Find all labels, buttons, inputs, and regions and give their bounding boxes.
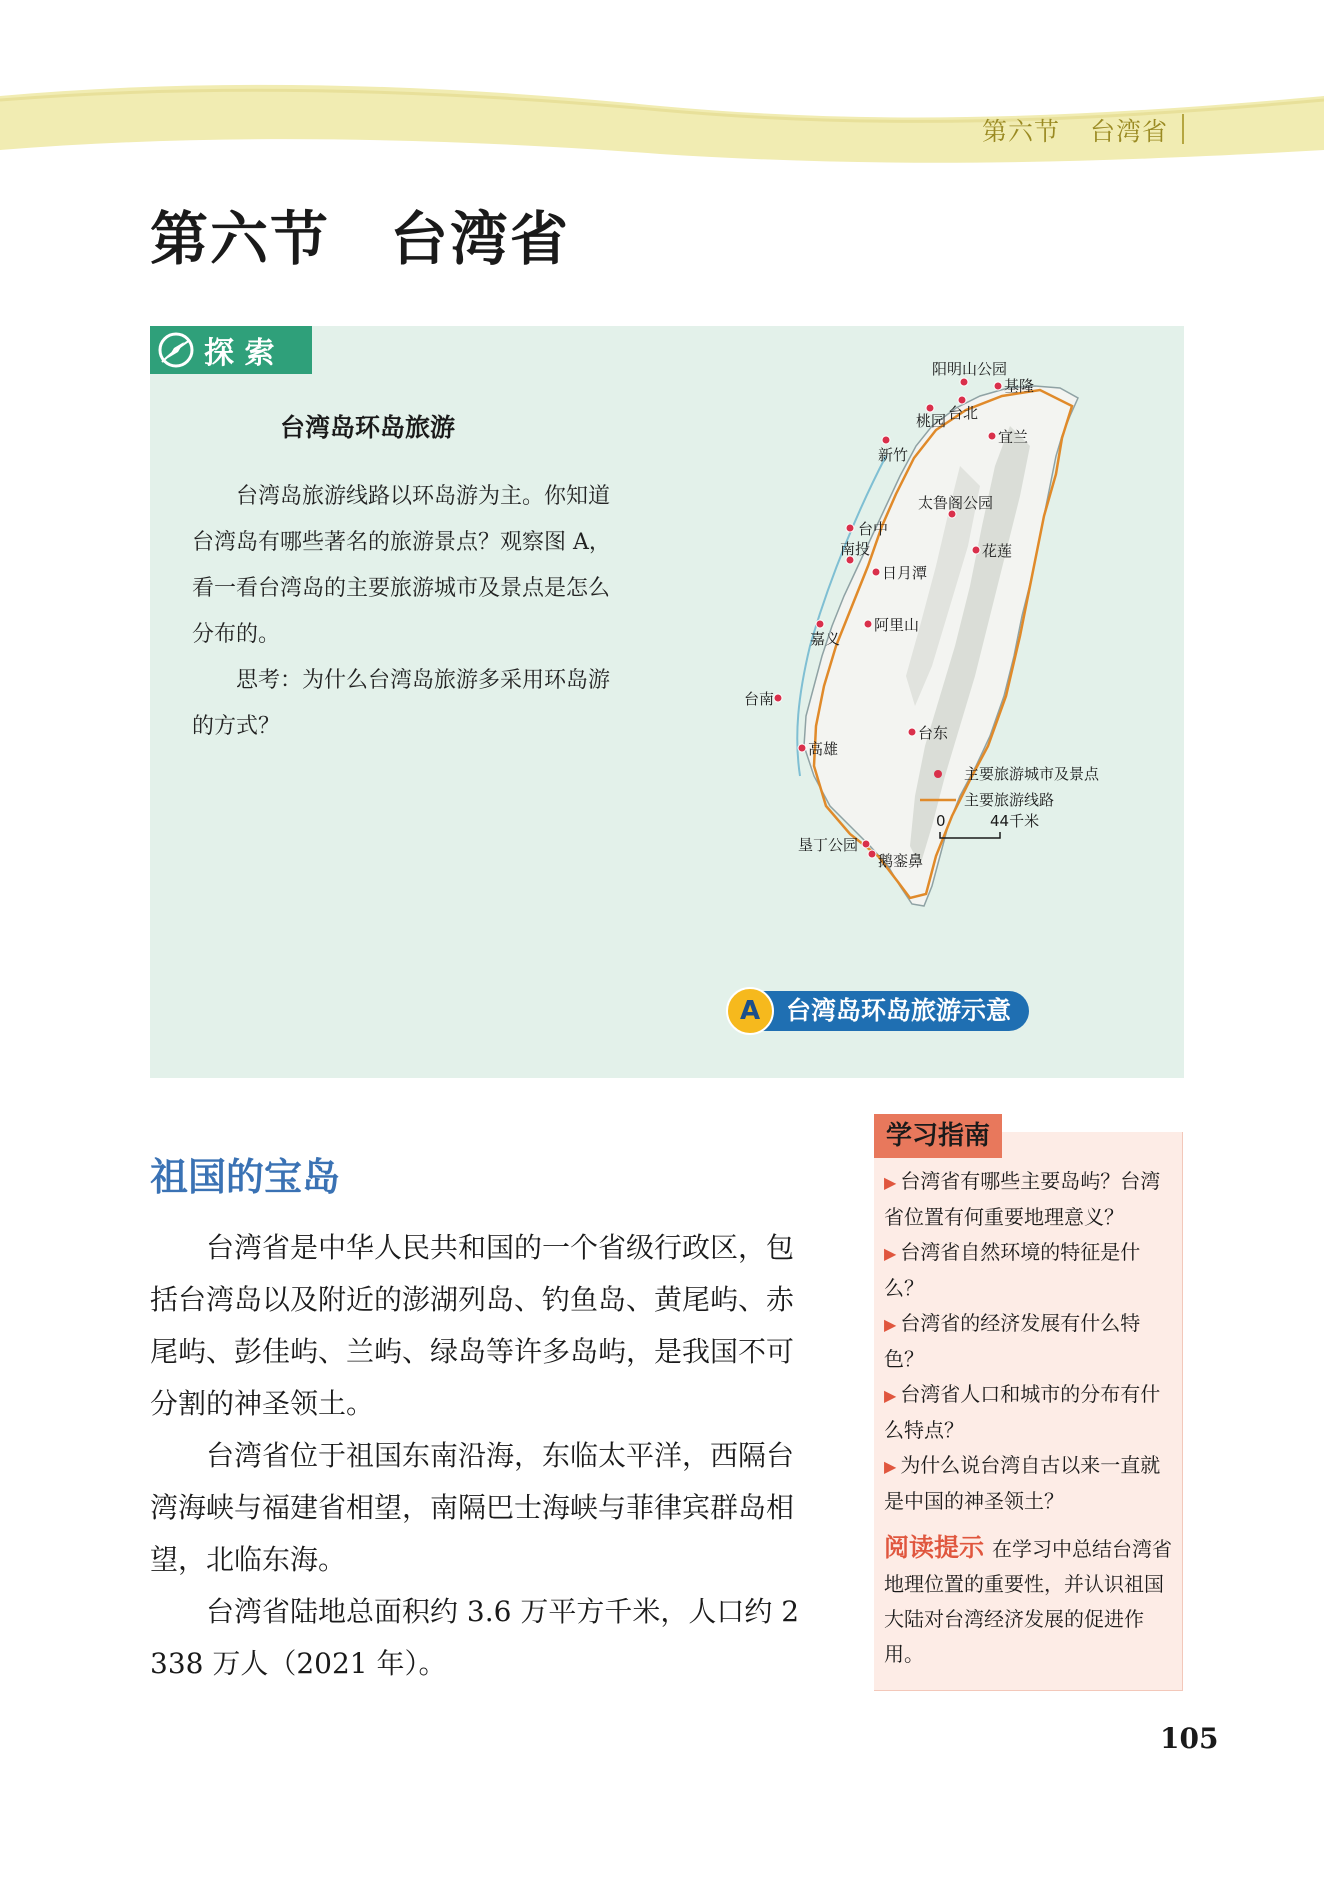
- guide-item: ▶ 台湾省的经济发展有什么特色？: [884, 1311, 1141, 1371]
- caption-badge: A: [726, 987, 774, 1035]
- study-guide-box: [874, 1121, 1183, 1691]
- triangle-icon: ▶: [884, 1173, 897, 1192]
- marker-chiayi: [816, 620, 824, 628]
- marker-kenting: [862, 840, 870, 848]
- triangle-icon: ▶: [884, 1244, 897, 1263]
- marker-yangmingshan: [960, 378, 968, 386]
- label-kaohsiung: 高雄: [808, 740, 839, 758]
- marker-hsinchu: [882, 436, 890, 444]
- scale-start: 0: [936, 812, 946, 830]
- study-guide-list: [884, 1164, 1174, 1519]
- label-taitung: 台东: [918, 724, 949, 742]
- marker-tainan: [774, 694, 782, 702]
- label-chiayi: 嘉义: [810, 630, 841, 648]
- main-body: [150, 1222, 818, 1690]
- guide-item: ▶ 为什么说台湾自古以来一直就是中国的神圣领土？: [884, 1453, 1161, 1513]
- label-nantou: 南投: [840, 540, 871, 558]
- triangle-icon: ▶: [884, 1386, 897, 1405]
- marker-sunmoonlake: [872, 568, 880, 576]
- guide-item: ▶ 台湾省有哪些主要岛屿？台湾省位置有何重要地理意义？: [884, 1169, 1161, 1229]
- marker-alishan: [864, 620, 872, 628]
- reading-tip-label: 阅读提示: [884, 1533, 985, 1562]
- map-caption: [726, 990, 1060, 1032]
- explore-box: [150, 326, 1184, 1078]
- running-header: [982, 112, 1168, 148]
- guide-item: ▶ 台湾省自然环境的特征是什么？: [884, 1240, 1141, 1300]
- scale-end: 44千米: [990, 812, 1040, 830]
- marker-taitung: [908, 728, 916, 736]
- label-yilan: 宜兰: [998, 428, 1029, 446]
- marker-yilan: [988, 432, 996, 440]
- legend-cities: 主要旅游城市及景点: [964, 765, 1100, 783]
- label-taipei: 台北: [948, 404, 979, 422]
- label-eluanbi: 鹅銮鼻: [878, 852, 924, 870]
- label-taoyuan: 桃园: [916, 412, 947, 430]
- title-section: 第六节: [150, 205, 331, 273]
- reading-tip-text: 在学习中总结台湾省地理位置的重要性，并认识祖国大陆对台湾经济发展的促进作用。: [884, 1537, 1173, 1666]
- header-band: [0, 0, 1324, 180]
- label-kenting: 垦丁公园: [798, 836, 859, 854]
- explore-body: [192, 474, 612, 750]
- explore-heading: 台湾岛环岛旅游: [280, 413, 456, 442]
- triangle-icon: ▶: [884, 1315, 897, 1334]
- compass-icon: [156, 330, 196, 370]
- scale-bar: [940, 832, 1000, 838]
- title-name: 台湾省: [390, 205, 571, 273]
- caption-text: 台湾岛环岛旅游示意: [760, 991, 1029, 1031]
- label-alishan: 阿里山: [874, 616, 920, 634]
- marker-taoyuan: [926, 404, 934, 412]
- study-guide-tag: 学习指南: [874, 1114, 1002, 1158]
- guide-item: ▶ 台湾省人口和城市的分布有什么特点？: [884, 1382, 1161, 1442]
- label-keelung: 基隆: [1004, 377, 1035, 395]
- marker-eluanbi: [868, 850, 876, 858]
- label-hsinchu: 新竹: [878, 446, 909, 464]
- explore-tag-label: 探 索: [204, 336, 275, 371]
- page-number: 105: [1160, 1722, 1219, 1755]
- triangle-icon: ▶: [884, 1457, 897, 1476]
- marker-hualien: [972, 546, 980, 554]
- label-sunmoonlake: 日月潭: [882, 564, 928, 582]
- section-heading: 祖国的宝岛: [150, 1154, 341, 1199]
- body-paragraph: 台湾省陆地总面积约 3.6 万平方千米，人口约 2 338 万人（2021 年）。: [150, 1595, 800, 1680]
- taiwan-map: [710, 346, 1180, 1006]
- reading-tip: [884, 1530, 1174, 1672]
- page-title: [150, 192, 570, 276]
- explore-paragraph: 思考：为什么台湾岛旅游多采用环岛游的方式？: [192, 668, 611, 739]
- label-taichung: 台中: [858, 520, 889, 538]
- header-divider: [1182, 114, 1184, 144]
- running-header-province: 台湾省: [1089, 117, 1168, 146]
- marker-keelung: [994, 382, 1002, 390]
- body-paragraph: 台湾省位于祖国东南沿海，东临太平洋，西隔台湾海峡与福建省相望，南隔巴士海峡与菲律宾群岛相望，北临东海。: [150, 1439, 795, 1576]
- legend-route: 主要旅游线路: [964, 791, 1055, 809]
- marker-taipei: [958, 396, 966, 404]
- marker-taichung: [846, 524, 854, 532]
- marker-kaohsiung: [798, 744, 806, 752]
- label-hualien: 花莲: [982, 542, 1013, 560]
- label-yangmingshan: 阳明山公园: [932, 360, 1008, 378]
- running-header-section: 第六节: [981, 117, 1060, 146]
- label-taroko: 太鲁阁公园: [918, 494, 994, 512]
- explore-paragraph: 台湾岛旅游线路以环岛游为主。你知道台湾岛有哪些著名的旅游景点？观察图 A，看一看台湾岛的主要旅游城市及景点是怎么分布的。: [192, 484, 611, 647]
- explore-tag: [150, 326, 312, 374]
- label-tainan: 台南: [744, 690, 775, 708]
- legend-marker-icon: [934, 770, 942, 778]
- body-paragraph: 台湾省是中华人民共和国的一个省级行政区，包括台湾岛以及附近的澎湖列岛、钓鱼岛、黄尾屿、赤尾屿、彭佳屿、兰屿、绿岛等许多岛屿，是我国不可分割的神圣领土。: [150, 1231, 795, 1420]
